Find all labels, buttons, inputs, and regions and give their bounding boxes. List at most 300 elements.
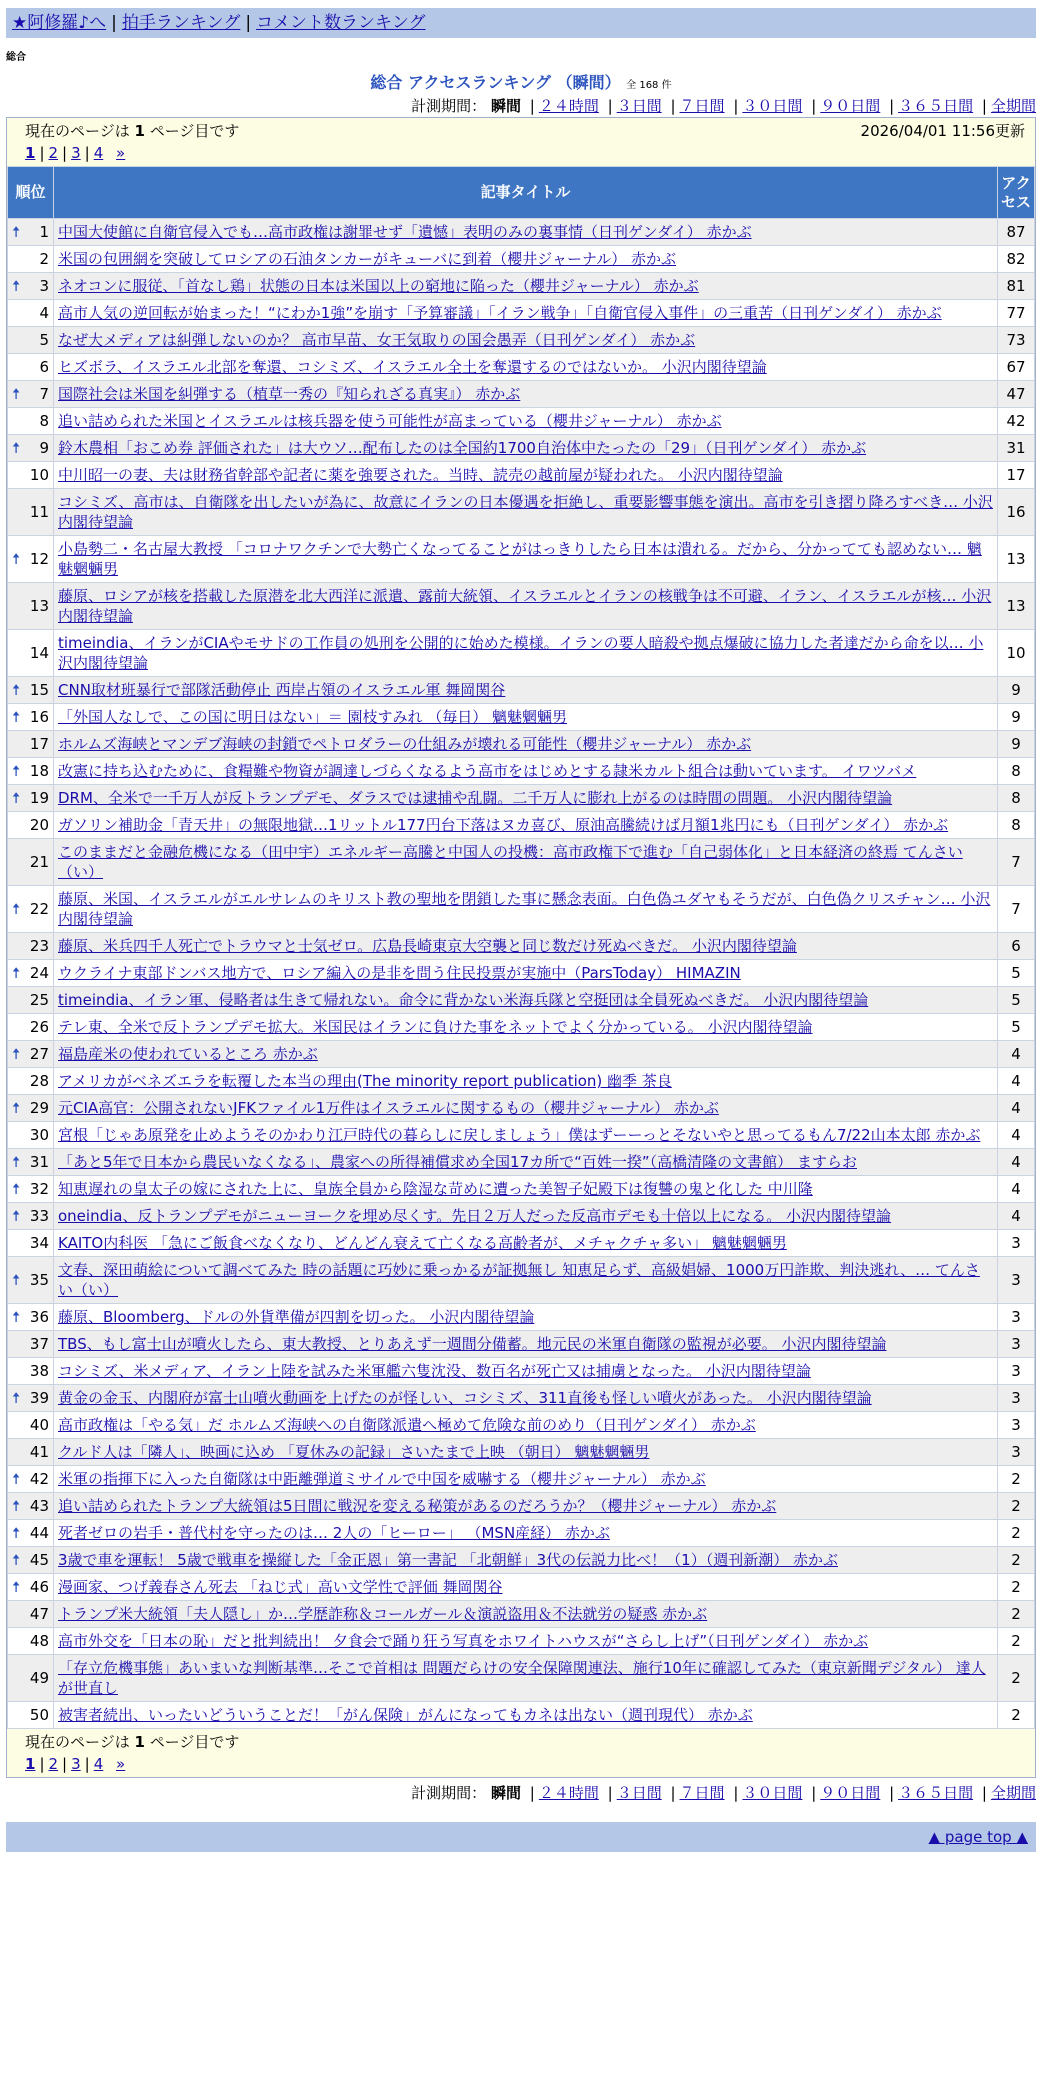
title-cell (54, 1257, 998, 1304)
period-link-7d[interactable]: ７日間 (679, 97, 725, 115)
period-current: 瞬間 (490, 97, 521, 115)
period-link-all[interactable]: 全期間 (990, 97, 1036, 115)
article-title-link[interactable]: 福島産米の使われているところ 赤かぶ (58, 1045, 318, 1063)
article-title-link[interactable]: 追い詰められたトランプ大統領は5日間に戦況を変える秘策があるのだろうか？（櫻井ジャーナル） 赤かぶ (58, 1497, 777, 1515)
article-title-link[interactable]: 黄金の金玉、内閣府が富士山噴火動画を上げたのが怪しい、コシミズ、311直後も怪しい噴火があった。 小沢内閣待望論 (58, 1389, 872, 1407)
table-row (8, 1412, 1035, 1439)
title-cell (54, 785, 998, 812)
title-cell (54, 1176, 998, 1203)
rank-up-arrow-icon: 🠅 (12, 1389, 21, 1407)
title-cell (54, 354, 998, 381)
title-cell (54, 219, 998, 246)
footer-bar (6, 1822, 1036, 1852)
rank-cell (8, 704, 54, 731)
article-title-link[interactable]: ガソリン補助金「青天井」の無限地獄…1リットル177円台下落はヌカ喜び、原油高騰続けば月額1兆円にも（日刊ゲンダイ） 赤かぶ (58, 816, 949, 834)
rank-number: 18 (29, 762, 49, 780)
title-cell (54, 960, 998, 987)
column-header-title: 記事タイトル (54, 167, 998, 219)
rank-number: 47 (29, 1605, 49, 1623)
rank-number: 10 (29, 466, 49, 484)
table-row (8, 731, 1035, 758)
title-cell (54, 1122, 998, 1149)
table-row (8, 1520, 1035, 1547)
rank-up-arrow-icon: 🠅 (12, 1099, 21, 1117)
title-cell (54, 704, 998, 731)
table-row (8, 1628, 1035, 1655)
rank-cell (8, 1547, 54, 1574)
article-title-link[interactable]: 「外国人なしで、この国に明日はない」＝ 園枝すみれ （毎日） 魑魅魍魎男 (58, 708, 568, 726)
article-title-link[interactable]: コシミズ、高市は、自衛隊を出したいが為に、故意にイランの日本優遇を拒絶し、重要影響事態を演出。高市を引き摺り降ろすべき… 小沢内閣待望論 (58, 493, 993, 531)
page-top-link[interactable]: ▲ page top ▲ (928, 1828, 1028, 1846)
table-row (8, 408, 1035, 435)
access-count: 6 (998, 933, 1035, 960)
article-title-link[interactable]: テレ東、全米で反トランプデモ拡大。米国民はイランに負けた事をネットでよく分かっている。 小沢内閣待望論 (58, 1018, 813, 1036)
rank-number: 19 (29, 789, 49, 807)
table-row (8, 987, 1035, 1014)
access-count: 4 (998, 1149, 1035, 1176)
rank-number: 48 (29, 1632, 49, 1650)
title-cell (54, 1068, 998, 1095)
title-cell (54, 1041, 998, 1068)
article-title-link[interactable]: 中国大使館に自衛官侵入でも…高市政権は謝罪せず「遺憾」表明のみの裏事情（日刊ゲンダイ） 赤かぶ (58, 223, 752, 241)
rank-number: 12 (29, 550, 49, 568)
rank-number: 31 (29, 1153, 49, 1171)
article-title-link[interactable]: 文春、深田萌絵について調べてみた 時の話題に巧妙に乗っかるが証拠無し 知恵足らず、高級娼婦、1000万円詐欺、判決逃れ、… てんさい（い） (58, 1261, 980, 1299)
rank-number: 42 (29, 1470, 49, 1488)
rank-cell (8, 1176, 54, 1203)
title-cell (54, 1628, 998, 1655)
rank-up-arrow-icon: 🠅 (12, 789, 21, 807)
title-cell (54, 273, 998, 300)
title-cell (54, 1574, 998, 1601)
rank-cell (8, 273, 54, 300)
title-cell (54, 933, 998, 960)
access-count: 8 (998, 812, 1035, 839)
table-row (8, 1257, 1035, 1304)
article-title-link[interactable]: 藤原、米国、イスラエルがエルサレムのキリスト教の聖地を閉鎖した事に懸念表面。白色偽ユダヤもそうだが、白色偽クリスチャン… 小沢内閣待望論 (58, 890, 991, 928)
home-link[interactable]: ★阿修羅♪へ (12, 13, 107, 33)
title-cell (54, 462, 998, 489)
applause-ranking-link[interactable]: 拍手ランキング (121, 13, 241, 33)
table-row (8, 1702, 1035, 1729)
rank-cell (8, 381, 54, 408)
article-title-link[interactable]: 米軍の指揮下に入った自衛隊は中距離弾道ミサイルで中国を威嚇する（櫻井ジャーナル） 赤かぶ (58, 1470, 706, 1488)
rank-number: 39 (29, 1389, 49, 1407)
table-row (8, 704, 1035, 731)
rank-number: 14 (29, 644, 49, 662)
access-count: 3 (998, 1358, 1035, 1385)
rank-cell (8, 785, 54, 812)
title-cell (54, 630, 998, 677)
rank-cell (8, 1628, 54, 1655)
updated-time: 2026/04/01 11:56更新 (860, 122, 1025, 140)
access-count: 4 (998, 1041, 1035, 1068)
rank-cell (8, 354, 54, 381)
rank-cell (8, 630, 54, 677)
rank-up-arrow-icon: 🠅 (12, 1551, 21, 1569)
table-row (8, 1149, 1035, 1176)
rank-cell (8, 489, 54, 536)
access-count: 4 (998, 1176, 1035, 1203)
page-link-1[interactable]: 1 (25, 144, 36, 162)
article-title-link[interactable]: このままだと金融危機になる（田中宇）エネルギー高騰と中国人の投機：高市政権下で進む「自己弱体化」と日本経済の終焉 てんさい（い） (58, 843, 963, 881)
table-row (8, 489, 1035, 536)
rank-cell (8, 408, 54, 435)
rank-cell (8, 1358, 54, 1385)
page-status: 現在のページは 1 ページ目です (25, 1733, 240, 1751)
rank-number: 32 (29, 1180, 49, 1198)
table-row (8, 785, 1035, 812)
rank-cell (8, 886, 54, 933)
table-row (8, 1358, 1035, 1385)
table-row (8, 630, 1035, 677)
article-title-link[interactable]: コシミズ、米メディア、イラン上陸を試みた米軍艦六隻沈没、数百名が死亡又は捕虜となった。 小沢内閣待望論 (58, 1362, 811, 1380)
period-link-90d[interactable]: ９０日間 (820, 97, 881, 115)
rank-number: 20 (29, 816, 49, 834)
page-link-3[interactable]: 3 (71, 144, 81, 162)
rank-cell (8, 1702, 54, 1729)
page-link-2[interactable]: 2 (48, 1755, 59, 1773)
period-link-24h[interactable]: ２４時間 (538, 97, 599, 115)
title-cell (54, 1203, 998, 1230)
title-cell (54, 1149, 998, 1176)
table-row (8, 1230, 1035, 1257)
title-cell (54, 886, 998, 933)
rank-up-arrow-icon: 🠅 (12, 1045, 21, 1063)
rank-number: 13 (29, 597, 49, 615)
rank-cell (8, 987, 54, 1014)
period-link-3d[interactable]: ３日間 (616, 1784, 662, 1802)
rank-cell (8, 1149, 54, 1176)
rank-number: 2 (39, 250, 49, 268)
rank-cell (8, 1331, 54, 1358)
article-title-link[interactable]: アメリカがベネズエラを転覆した本当の理由(The minority report publication) 幽季 茶良 (58, 1072, 672, 1090)
access-count: 9 (998, 731, 1035, 758)
rank-cell (8, 1574, 54, 1601)
table-row (8, 1547, 1035, 1574)
table-row (8, 300, 1035, 327)
period-label: 計測期間： (411, 1784, 487, 1802)
access-count: 3 (998, 1412, 1035, 1439)
rank-up-arrow-icon: 🠅 (12, 964, 21, 982)
period-selector-bottom: 計測期間： 瞬間 | ２４時間 | ３日間 | ７日間 | ３０日間 | ９０日間 | ３６５日間 | 全期間 (411, 1784, 1036, 1802)
rank-cell (8, 462, 54, 489)
title-cell (54, 1095, 998, 1122)
rank-number: 44 (29, 1524, 49, 1542)
access-count: 73 (998, 327, 1035, 354)
table-row (8, 1068, 1035, 1095)
period-link-365d[interactable]: ３６５日間 (898, 1784, 974, 1802)
title-cell (54, 1547, 998, 1574)
rank-number: 45 (29, 1551, 49, 1569)
access-count: 17 (998, 462, 1035, 489)
article-title-link[interactable]: 漫画家、つげ義春さん死去 「ねじ式」高い文学性で評価 舞岡関谷 (58, 1578, 503, 1596)
table-row (8, 1439, 1035, 1466)
table-row (8, 886, 1035, 933)
table-row (8, 1574, 1035, 1601)
rank-cell (8, 933, 54, 960)
table-row (8, 1493, 1035, 1520)
table-row (8, 1655, 1035, 1702)
article-title-link[interactable]: KAITO内科医 「急にご飯食べなくなり、どんどん衰えて亡くなる高齢者が、メチャクチャ多い」 魑魅魍魎男 (58, 1234, 787, 1252)
title-cell (54, 987, 998, 1014)
table-row (8, 273, 1035, 300)
article-title-link[interactable]: ウクライナ東部ドンバス地方で、ロシア編入の是非を問う住民投票が実施中（ParsToday） HIMAZIN (58, 964, 741, 982)
rank-number: 8 (39, 412, 49, 430)
access-count: 10 (998, 630, 1035, 677)
table-row (8, 1122, 1035, 1149)
rank-cell (8, 1257, 54, 1304)
comment-ranking-link[interactable]: コメント数ランキング (256, 13, 426, 33)
access-count: 3 (998, 1304, 1035, 1331)
rank-cell (8, 1466, 54, 1493)
period-link-30d[interactable]: ３０日間 (742, 1784, 803, 1802)
period-link-90d[interactable]: ９０日間 (820, 1784, 881, 1802)
column-header-access: アクセス (998, 167, 1035, 219)
article-title-link[interactable]: timeindia、イラン軍、侵略者は生きて帰れない。命令に背かない米海兵隊と空挺団は全員死ぬべきだ。 小沢内閣待望論 (58, 991, 869, 1009)
rank-number: 38 (29, 1362, 49, 1380)
title-cell (54, 1014, 998, 1041)
ranking-frame (6, 117, 1036, 1778)
rank-up-arrow-icon: 🠅 (12, 1271, 21, 1289)
period-link-30d[interactable]: ３０日間 (742, 97, 803, 115)
rank-number: 23 (29, 937, 49, 955)
title-cell (54, 1230, 998, 1257)
title-cell (54, 408, 998, 435)
article-title-link[interactable]: TBS、もし富士山が噴火したら、東大教授、とりあえず一週間分備蓄。地元民の米軍自衛隊の監視が必要。 小沢内閣待望論 (58, 1335, 887, 1353)
period-current: 瞬間 (490, 1784, 521, 1802)
rank-cell (8, 1385, 54, 1412)
rank-number: 29 (29, 1099, 49, 1117)
rank-number: 17 (29, 735, 49, 753)
ranking-body (8, 219, 1035, 1729)
rank-up-arrow-icon: 🠅 (12, 708, 21, 726)
article-title-link[interactable]: 死者ゼロの岩手・普代村を守ったのは… 2人の「ヒーロー」 （MSN産経） 赤かぶ (58, 1524, 610, 1542)
rank-number: 22 (29, 900, 49, 918)
title-cell (54, 1412, 998, 1439)
nav-separator: | (111, 13, 117, 33)
rank-cell (8, 1014, 54, 1041)
article-title-link[interactable]: 藤原、米兵四千人死亡でトラウマと士気ゼロ。広島長崎東京大空襲と同じ数だけ死ぬべきだ。 小沢内閣待望論 (58, 937, 797, 955)
rank-up-arrow-icon: 🠅 (12, 681, 21, 699)
title-cell (54, 1493, 998, 1520)
article-title-link[interactable]: oneindia、反トランプデモがニューヨークを埋め尽くす。先日２万人だった反高市デモも十倍以上になる。 小沢内閣待望論 (58, 1207, 892, 1225)
rank-number: 35 (29, 1271, 49, 1289)
rank-cell (8, 583, 54, 630)
period-link-3d[interactable]: ３日間 (616, 97, 662, 115)
title-cell (54, 1439, 998, 1466)
pager-top: 現在のページは 1 ページ目です 2026/04/01 11:56更新 1 | 2 | 3 | 4 » (7, 118, 1035, 166)
article-title-link[interactable]: 追い詰められた米国とイスラエルは核兵器を使う可能性が高まっている（櫻井ジャーナル） 赤かぶ (58, 412, 722, 430)
title-cell (54, 1702, 998, 1729)
access-count: 67 (998, 354, 1035, 381)
article-title-link[interactable]: 改憲に持ち込むために、食糧難や物資が調達しづらくなるよう高市をはじめとする隷米カルト組合は動いています。 イワツバメ (58, 762, 917, 780)
nav-separator: | (245, 13, 252, 33)
table-row (8, 960, 1035, 987)
article-title-link[interactable]: クルド人は「隣人」、映画に込め 「夏休みの記録」さいたまで上映 （朝日） 魑魅魍魎男 (58, 1443, 650, 1461)
title-cell (54, 489, 998, 536)
rank-cell (8, 536, 54, 583)
page-link-4[interactable]: 4 (93, 1755, 104, 1773)
rank-cell (8, 1230, 54, 1257)
title-cell (54, 1304, 998, 1331)
article-title-link[interactable]: 高市人気の逆回転が始まった！“にわか1強”を崩す「予算審議」「イラン戦争」「自衛官侵入事件」の三重苦（日刊ゲンダイ） 赤かぶ (58, 304, 942, 322)
rank-cell (8, 1439, 54, 1466)
table-row (8, 354, 1035, 381)
access-count: 13 (998, 536, 1035, 583)
title-cell (54, 583, 998, 630)
rank-number: 28 (29, 1072, 49, 1090)
access-count: 2 (998, 1520, 1035, 1547)
page-link-3[interactable]: 3 (71, 1755, 81, 1773)
article-title-link[interactable]: 鈴木農相「おこめ券 評価された」は大ウソ…配布したのは全国約1700自治体中たったの「29」（日刊ゲンダイ） 赤かぶ (58, 439, 867, 457)
title-cell (54, 731, 998, 758)
ranking-table (7, 166, 1035, 1729)
table-row (8, 1041, 1035, 1068)
rank-up-arrow-icon: 🠅 (12, 277, 21, 295)
access-count: 8 (998, 785, 1035, 812)
rank-number: 40 (29, 1416, 49, 1434)
page-next-link[interactable]: » (116, 144, 126, 162)
access-count: 3 (998, 1331, 1035, 1358)
access-count: 3 (998, 1385, 1035, 1412)
article-title-link[interactable]: なぜ大メディアは糾弾しないのか？ 高市早苗、女王気取りの国会愚弄（日刊ゲンダイ） 赤かぶ (58, 331, 696, 349)
rank-cell (8, 1304, 54, 1331)
access-count: 13 (998, 583, 1035, 630)
rank-number: 30 (29, 1126, 49, 1144)
access-count: 5 (998, 1014, 1035, 1041)
ranking-title: 総合 アクセスランキング （瞬間） (370, 73, 621, 92)
article-title-link[interactable]: 被害者続出、いったいどういうことだ！「がん保険」がんになってもカネは出ない（週刊現代） 赤かぶ (58, 1706, 753, 1724)
page-title (6, 70, 1036, 93)
page-link-1[interactable]: 1 (25, 1755, 36, 1773)
article-title-link[interactable]: CNN取材班暴行で部隊活動停止 西岸占領のイスラエル軍 舞岡関谷 (58, 681, 506, 699)
article-title-link[interactable]: トランプ米大統領「夫人隠し」か…学歴詐称＆コールガール＆演説盗用＆不法就労の疑惑 赤かぶ (58, 1605, 708, 1623)
article-title-link[interactable]: 「存立危機事態」あいまいな判断基準…そこで首相は 問題だらけの安全保障関連法、施行10年に確認してみた（東京新聞デジタル） 達人が世直し (58, 1659, 986, 1697)
table-row (8, 435, 1035, 462)
table-row (8, 1095, 1035, 1122)
rank-cell (8, 327, 54, 354)
article-title-link[interactable]: DRM、全米で一千万人が反トランプデモ、ダラスでは逮捕や乱闘。二千万人に膨れ上がるのは時間の問題。 小沢内閣待望論 (58, 789, 893, 807)
period-link-24h[interactable]: ２４時間 (538, 1784, 599, 1802)
table-row (8, 1014, 1035, 1041)
period-selector-top: 計測期間： 瞬間 | ２４時間 | ３日間 | ７日間 | ３０日間 | ９０日間 | ３６５日間 | 全期間 (411, 97, 1036, 115)
article-title-link[interactable]: 知恵遅れの皇太子の嫁にされた上に、皇族全員から陰湿な苛めに遭った美智子妃殿下は復讐の鬼と化した 中川隆 (58, 1180, 813, 1198)
table-row (8, 839, 1035, 886)
rank-cell (8, 960, 54, 987)
rank-up-arrow-icon: 🠅 (12, 1578, 21, 1596)
rank-number: 21 (29, 853, 49, 871)
rank-cell (8, 1520, 54, 1547)
title-cell (54, 381, 998, 408)
rank-cell (8, 839, 54, 886)
rank-number: 50 (29, 1706, 49, 1724)
page-next-link[interactable]: » (116, 1755, 126, 1773)
title-cell (54, 246, 998, 273)
access-count: 4 (998, 1068, 1035, 1095)
article-title-link[interactable]: 米国の包囲網を突破してロシアの石油タンカーがキューバに到着（櫻井ジャーナル） 赤かぶ (58, 250, 676, 268)
rank-number: 4 (39, 304, 49, 322)
page-link-4[interactable]: 4 (93, 144, 104, 162)
period-link-all[interactable]: 全期間 (990, 1784, 1036, 1802)
table-row (8, 677, 1035, 704)
article-title-link[interactable]: 藤原、ロシアが核を搭載した原潜を北大西洋に派遣、露前大統領、イスラエルとイランの核戦争は不可避、イラン、イスラエルが核… 小沢内閣待望論 (58, 587, 992, 625)
rank-cell (8, 758, 54, 785)
access-count: 82 (998, 246, 1035, 273)
pager-bottom: 現在のページは 1 ページ目です 1 | 2 | 3 | 4 » (7, 1729, 1035, 1777)
article-title-link[interactable]: 高市外交を「日本の恥」だと批判続出！ 夕食会で踊り狂う写真をホワイトハウスが“さらし上げ”（日刊ゲンダイ） 赤かぶ (58, 1632, 869, 1650)
rank-number: 16 (29, 708, 49, 726)
rank-cell (8, 1068, 54, 1095)
rank-up-arrow-icon: 🠅 (12, 550, 21, 568)
access-count: 42 (998, 408, 1035, 435)
access-count: 4 (998, 1095, 1035, 1122)
access-count: 2 (998, 1628, 1035, 1655)
article-title-link[interactable]: ヒズボラ、イスラエル北部を奪還、コシミズ、イスラエル全土を奪還するのではないか。 小沢内閣待望論 (58, 358, 767, 376)
column-header-rank: 順位 (8, 167, 54, 219)
article-title-link[interactable]: 高市政権は「やる気」だ ホルムズ海峡への自衛隊派遣へ極めて危険な前のめり（日刊ゲンダイ） 赤かぶ (58, 1416, 756, 1434)
title-cell (54, 758, 998, 785)
table-row (8, 246, 1035, 273)
page-link-2[interactable]: 2 (48, 144, 59, 162)
article-title-link[interactable]: 3歳で車を運転！ 5歳で戦車を操縦した「金正恩」第一書記 「北朝鮮」3代の伝説力比べ！（1）（週刊新潮） 赤かぶ (58, 1551, 838, 1569)
article-title-link[interactable]: 中川昭一の妻、夫は財務省幹部や記者に薬を強要された。当時、読売の越前屋が疑われた。 小沢内閣待望論 (58, 466, 783, 484)
rank-up-arrow-icon: 🠅 (12, 762, 21, 780)
title-cell (54, 1358, 998, 1385)
access-count: 2 (998, 1466, 1035, 1493)
period-link-365d[interactable]: ３６５日間 (898, 97, 974, 115)
access-count: 9 (998, 704, 1035, 731)
period-label: 計測期間： (411, 97, 487, 115)
rank-number: 43 (29, 1497, 49, 1515)
rank-number: 49 (29, 1669, 49, 1687)
access-count: 77 (998, 300, 1035, 327)
rank-up-arrow-icon: 🠅 (12, 1524, 21, 1542)
table-row (8, 1331, 1035, 1358)
table-row (8, 758, 1035, 785)
rank-number: 36 (29, 1308, 49, 1326)
period-link-7d[interactable]: ７日間 (679, 1784, 725, 1802)
rank-number: 41 (29, 1443, 49, 1461)
table-row (8, 1304, 1035, 1331)
rank-cell (8, 1412, 54, 1439)
access-count: 4 (998, 1122, 1035, 1149)
table-row (8, 1203, 1035, 1230)
article-title-link[interactable]: 藤原、Bloomberg、ドルの外貨準備が四割を切った。 小沢内閣待望論 (58, 1308, 535, 1326)
rank-number: 24 (29, 964, 49, 982)
rank-up-arrow-icon: 🠅 (12, 1207, 21, 1225)
article-title-link[interactable]: ホルムズ海峡とマンデブ海峡の封鎖でペトロダラーの仕組みが壊れる可能性（櫻井ジャーナル） 赤かぶ (58, 735, 752, 753)
page-status: 現在のページは 1 ページ目です (25, 122, 240, 140)
title-cell (54, 812, 998, 839)
article-title-link[interactable]: timeindia、イランがCIAやモサドの工作員の処刑を公開的に始めた模様。イランの要人暗殺や拠点爆破に協力した者達だから命を以… 小沢内閣待望論 (58, 634, 984, 672)
article-title-link[interactable]: 元CIA高官：公開されないJFKファイル1万件はイスラエルに関するもの（櫻井ジャーナル） 赤かぶ (58, 1099, 719, 1117)
rank-cell (8, 1041, 54, 1068)
rank-up-arrow-icon: 🠅 (12, 1497, 21, 1515)
access-count: 2 (998, 1574, 1035, 1601)
access-count: 81 (998, 273, 1035, 300)
rank-number: 37 (29, 1335, 49, 1353)
article-title-link[interactable]: ネオコンに服従、「首なし鶏」状態の日本は米国以上の窮地に陥った（櫻井ジャーナル） 赤かぶ (58, 277, 699, 295)
rank-number: 26 (29, 1018, 49, 1036)
title-cell (54, 327, 998, 354)
article-title-link[interactable]: 「あと5年で日本から農民いなくなる」、農家への所得補償求め全国17カ所で“百姓一揆”（高橋清隆の文書館） ますらお (58, 1153, 857, 1171)
article-title-link[interactable]: 小島勢二・名古屋大教授 「コロナワクチンで大勢亡くなってることがはっきりしたら日本は潰れる。だから、分かってても認めない… 魑魅魍魎男 (58, 540, 982, 578)
article-title-link[interactable]: 宮根「じゃあ原発を止めようそのかわり江戸時代の暮らしに戻しましょう」僕はずーーっとそないやと思ってるもん7/22山本太郎 赤かぶ (58, 1126, 981, 1144)
rank-number: 33 (29, 1207, 49, 1225)
table-row (8, 327, 1035, 354)
article-title-link[interactable]: 国際社会は米国を糾弾する（植草一秀の『知られざる真実』） 赤かぶ (58, 385, 521, 403)
